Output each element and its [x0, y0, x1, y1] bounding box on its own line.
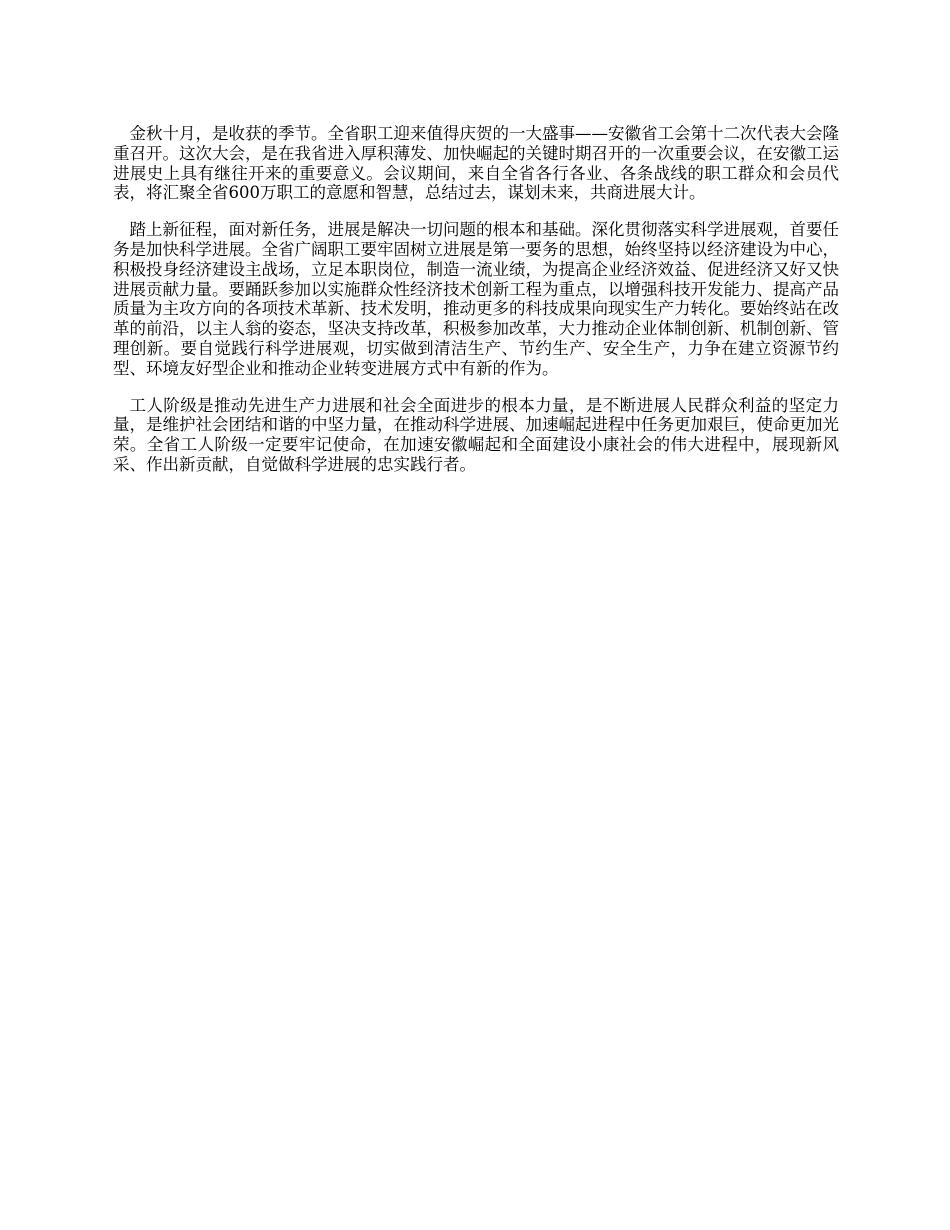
- paragraph-2: 踏上新征程，面对新任务，进展是解决一切问题的根本和基础。深化贯彻落实科学进展观，首要任务是加快科学进展。全省广阔职工要牢固树立进展是第一要务的思想，始终坚持以经济建设为中心，积极投身经济建设主战场，立足本职岗位，制造一流业绩，为提高企业经济效益、促进经济又好又快进展贡献力量。要踊跃参加以实施群众性经济技术创新工程为重点，以增强科技开发能力、提高产品质量为主攻方向的各项技术革新、技术发明，推动更多的科技成果向现实生产力转化。要始终站在改革的前沿，以主人翁的姿态，坚决支持改革，积极参加改革，大力推动企业体制创新、机制创新、管理创新。要自觉践行科学进展观，切实做到清洁生产、节约生产、安全生产，力争在建立资源节约型、环境友好型企业和推动企业转变进展方式中有新的作为。: [113, 220, 839, 378]
- document-body: [113, 124, 839, 492]
- paragraph-1: 金秋十月，是收获的季节。全省职工迎来值得庆贺的一大盛事——安徽省工会第十二次代表大会隆重召开。这次大会，是在我省进入厚积薄发、加快崛起的关键时期召开的一次重要会议，在安徽工运进展史上具有继往开来的重要意义。会议期间，来自全省各行各业、各条战线的职工群众和会员代表，将汇聚全省600万职工的意愿和智慧，总结过去，谋划未来，共商进展大计。: [113, 124, 839, 203]
- paragraph-3: 工人阶级是推动先进生产力进展和社会全面进步的根本力量，是不断进展人民群众利益的坚定力量，是维护社会团结和谐的中坚力量，在推动科学进展、加速崛起进程中任务更加艰巨，使命更加光荣。全省工人阶级一定要牢记使命，在加速安徽崛起和全面建设小康社会的伟大进程中，展现新风采、作出新贡献，自觉做科学进展的忠实践行者。: [113, 395, 839, 474]
